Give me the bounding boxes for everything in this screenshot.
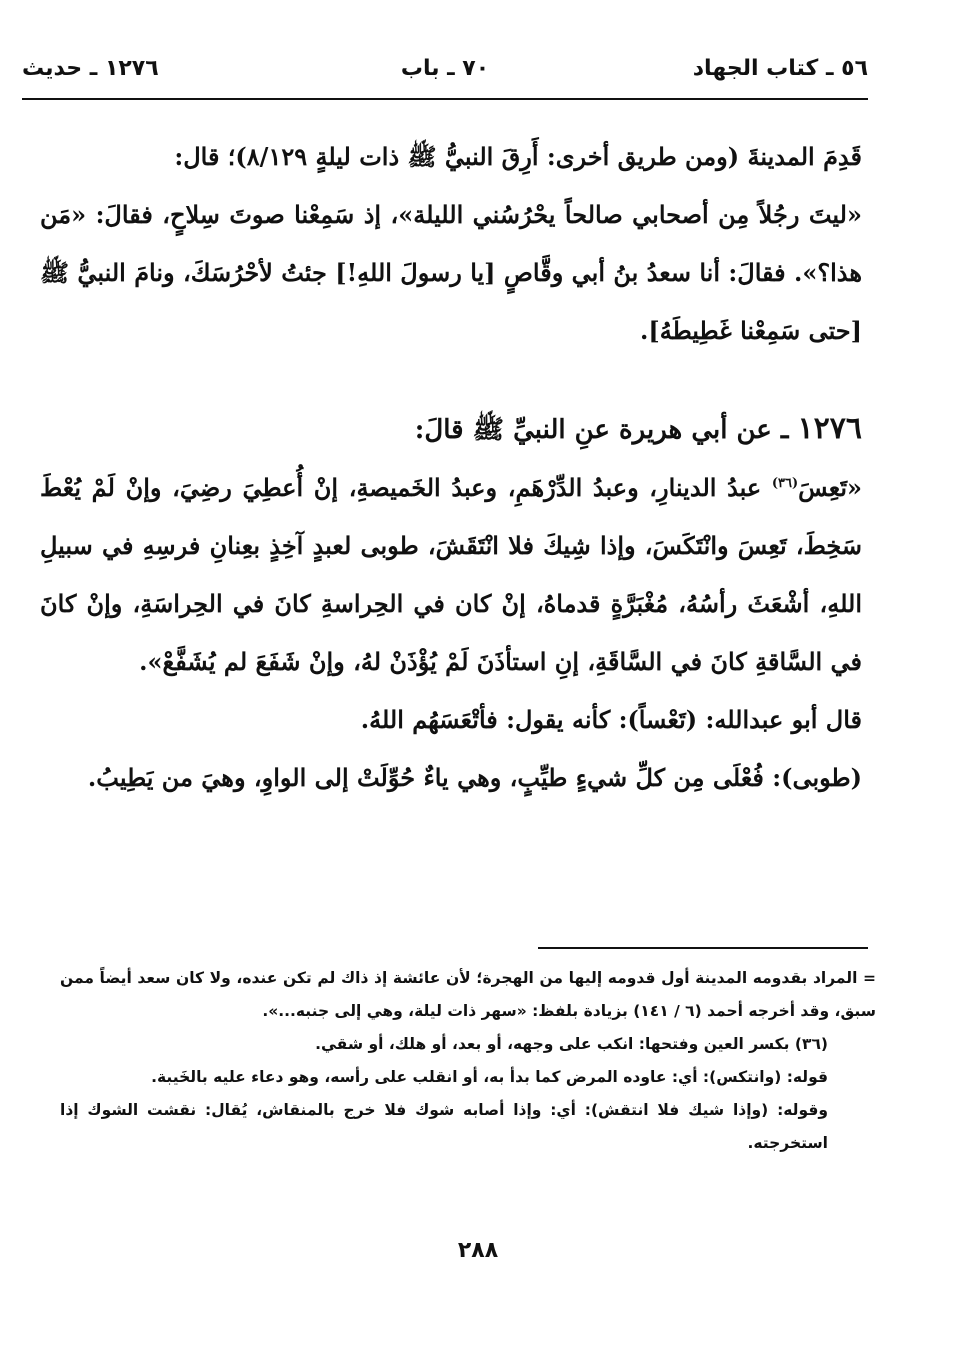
paragraph-gap — [40, 360, 862, 400]
paragraph-hadith-text — [40, 459, 862, 691]
hadith-number: ١٢٧٦ — [797, 411, 862, 446]
running-head-chapter: ٧٠ ـ باب — [400, 56, 490, 81]
footnote-intakas: قوله: (وانتكس): أي: عاوده المرض كما بدأ به، أو انقلب على رأسه، وهو دعاء عليه بالخَيبة. — [151, 1068, 828, 1086]
paragraph-narration: «ليتَ رجُلاً مِن أصحابي صالحاً يحْرُسُني الليلة»، إذ سَمِعْنا صوتَ سِلاحٍ، فقالَ: «مَن هذا؟». فقالَ: أنا سعدُ بنُ أبي وقَّاصٍ [يا رسولَ اللهِ!] جئتُ لأحْرُسَكَ، ونامَ النبيُّ ﷺ [حتى سَمِعْنا غَطِيطَهُ]. — [40, 200, 862, 345]
header-divider — [22, 98, 868, 100]
footnote-divider — [538, 947, 868, 949]
page-number: ٢٨٨ — [457, 1238, 499, 1263]
footnote-continued: = المراد بقدومه المدينة أول قدومه إليها من الهجرة؛ لأن عائشة إذ ذاك لم تكن عنده، ولا كان سعد أيضاً ممن سبق، وقد أخرجه أحمد (٦ / ١٤١) بزيادة بلفظ: «سهر ذات ليلة، وهي إلى جنبه...». — [60, 969, 876, 1020]
running-head-hadith: ١٢٧٦ ـ حديث — [22, 56, 159, 81]
paragraph-commentary-tasan: قال أبو عبدالله: (تَعْساً): كأنه يقول: فأتْعَسَهُم اللهُ. — [360, 705, 862, 734]
footnotes — [60, 962, 876, 1160]
hadith-intro: ـ عن أبي هريرة عنِ النبيِّ ﷺ قالَ: — [414, 415, 789, 445]
paragraph-commentary-tuba: (طوبى): فُعْلَى مِن كلِّ شيءٍ طيِّبٍ، وهي ياءٌ حُوِّلَتْ إلى الواوِ، وهيَ من يَطِيبُ. — [87, 763, 862, 792]
footnote-36: (٣٦) بكسر العين وفتحها: انكب على وجهه، أو بعد، أو هلك، أو شقي. — [315, 1035, 828, 1053]
hadith-text-start: «تَعِسَ — [798, 473, 862, 502]
footnote-reference: (٣٦) — [771, 476, 799, 491]
paragraph-intro: قَدِمَ المدينةَ (ومن طريق أخرى: أَرِقَ النبيُّ ﷺ ذات ليلةٍ ٨/١٢٩)؛ قال: — [174, 142, 862, 171]
hadith-text-rest: عبدُ الدينارِ، وعبدُ الدِّرْهَمِ، وعبدُ الخَميصةِ، إنْ أُعطِيَ رضِيَ، وإنْ لَمْ يُعْطَ سَخِطَ، تَعِسَ وانْتَكَسَ، وإذا شِيكَ فلا انْتَقَشَ، طوبى لعبدٍ آخِذٍ بعِنانِ فرسِهِ في سبيلِ اللهِ، أشْعَثَ رأسُهُ، مُغْبَرَّةٍ قدماهُ، إنْ كان في الحِراسةِ كانَ في الحِراسَةِ، وإنْ كانَ في السَّاقةِ كانَ في السَّاقَةِ، إنِ استأذَنَ لَمْ يُؤْذَنْ لهُ، وإنْ شَفَعَ لم يُشَفَّعْ». — [40, 473, 862, 676]
footnote-intaqash: وقوله: (وإذا شيك فلا انتقش): أي: وإذا أصابه شوك فلا خرج بالمنقاش، يُقال: نقشت الشوك إذا استخرجته. — [60, 1101, 828, 1152]
hadith-heading — [40, 400, 862, 459]
main-text — [40, 128, 862, 807]
running-head-book: ٥٦ ـ كتاب الجهاد — [692, 56, 868, 81]
running-head — [22, 52, 868, 92]
